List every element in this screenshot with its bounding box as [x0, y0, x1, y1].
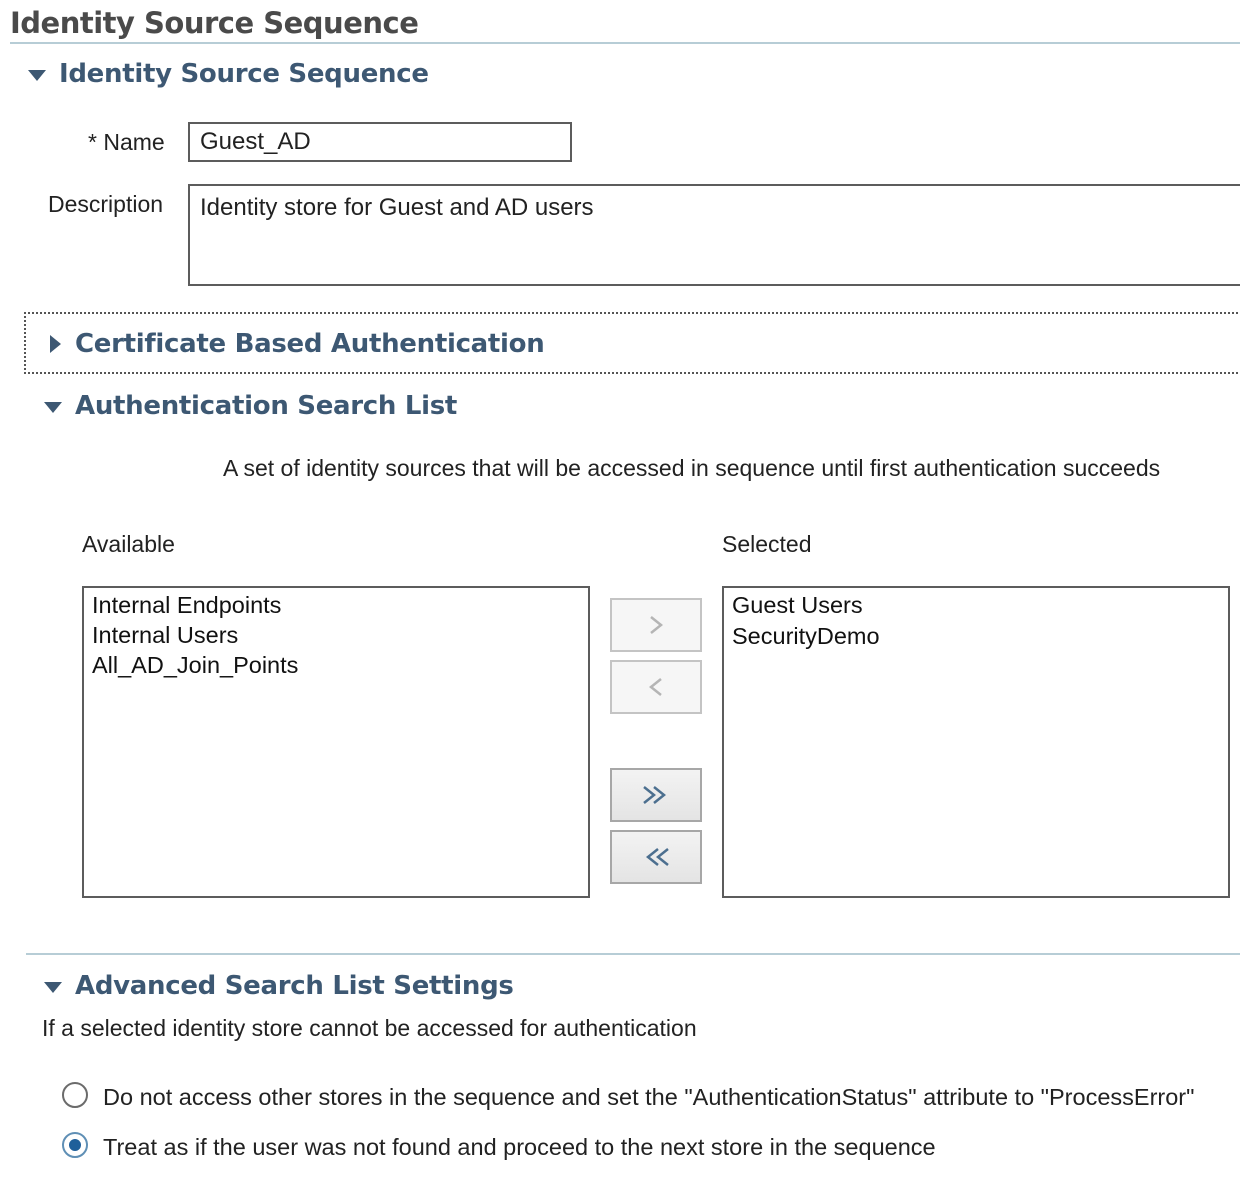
auth-search-list-heading: Authentication Search List: [75, 391, 458, 421]
radio-button-checked[interactable]: [62, 1132, 88, 1158]
advanced-settings-intro: If a selected identity store cannot be accessed for authentication: [42, 1015, 697, 1041]
description-textarea[interactable]: [188, 184, 1240, 286]
radio-option-process-error[interactable]: [62, 1082, 1232, 1114]
list-item[interactable]: Internal Users: [92, 622, 239, 648]
list-item[interactable]: Guest Users: [732, 592, 863, 618]
name-input[interactable]: [188, 122, 572, 162]
advanced-settings-toggle[interactable]: [44, 971, 514, 1007]
double-chevron-right-icon: [640, 783, 672, 807]
collapse-triangle-icon: [44, 402, 62, 413]
advanced-settings-heading: Advanced Search List Settings: [75, 971, 514, 1001]
move-right-button[interactable]: [610, 598, 702, 652]
radio-label: Do not access other stores in the sequence and set the "AuthenticationStatus" attribute to "ProcessError": [103, 1084, 1195, 1110]
collapse-triangle-icon: [44, 982, 62, 993]
radio-label: Treat as if the user was not found and proceed to the next store in the sequence: [103, 1134, 936, 1160]
expand-triangle-icon: [50, 335, 61, 353]
move-all-left-button[interactable]: [610, 830, 702, 884]
list-item[interactable]: All_AD_Join_Points: [92, 652, 299, 678]
page-title: Identity Source Sequence: [10, 6, 419, 40]
section-divider: [26, 953, 1240, 955]
certificate-section-heading: Certificate Based Authentication: [75, 329, 545, 359]
available-listbox[interactable]: [82, 586, 590, 898]
available-label: Available: [82, 531, 175, 557]
description-label: Description: [48, 191, 164, 217]
identity-section-toggle[interactable]: [28, 59, 448, 96]
title-divider: [10, 42, 1240, 44]
radio-option-proceed-next[interactable]: [62, 1132, 1062, 1164]
certificate-section-toggle[interactable]: [50, 329, 545, 366]
chevron-right-icon: [646, 613, 666, 637]
name-label: * Name: [88, 129, 165, 155]
auth-search-list-toggle[interactable]: [44, 391, 458, 427]
radio-button[interactable]: [62, 1082, 88, 1108]
list-item[interactable]: SecurityDemo: [732, 623, 880, 649]
search-list-hint: A set of identity sources that will be accessed in sequence until first authentication succeeds: [223, 455, 1161, 481]
selected-label: Selected: [722, 531, 812, 557]
selected-listbox[interactable]: [722, 586, 1230, 898]
radio-selected-dot: [69, 1139, 81, 1151]
double-chevron-left-icon: [640, 845, 672, 869]
list-item[interactable]: Internal Endpoints: [92, 592, 282, 618]
chevron-left-icon: [646, 675, 666, 699]
identity-section-heading: Identity Source Sequence: [59, 59, 429, 89]
collapse-triangle-icon: [28, 70, 46, 81]
move-all-right-button[interactable]: [610, 768, 702, 822]
move-left-button[interactable]: [610, 660, 702, 714]
